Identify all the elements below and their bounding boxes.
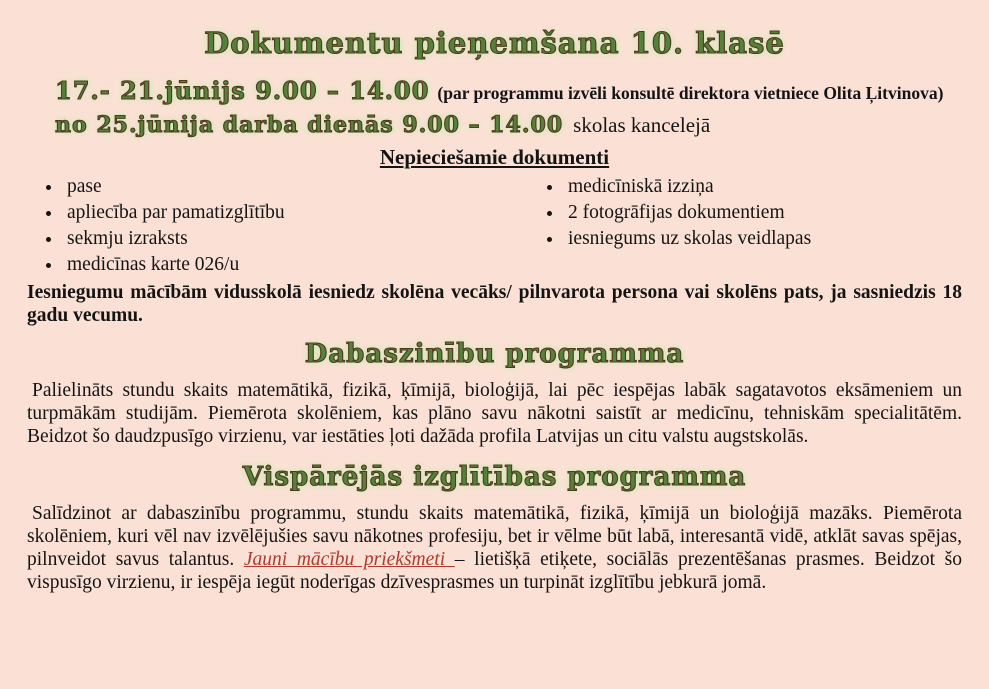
documents-heading: Nepieciešamie dokumenti (379, 145, 610, 169)
list-item: • sekmju izraksts (63, 226, 528, 252)
list-item: • 2 fotogrāfijas dokumentiem (564, 200, 962, 226)
documents-list-right (528, 174, 962, 252)
general-program-text-before: Salīdzinot ar dabaszinību programmu, stundu skaits matemātikā, fizikā, ķīmijā un bioloģijā mazāks. Piemērota skolēniem, kuri vēl nav izvēlējušies savu nākotnes profesiju, bet ir vēlme būt labā, interesantā vidē, atklāt savas spējas, pilnveidot savus talantus. (27, 503, 962, 570)
science-program-description: Palielināts stundu skaits matemātikā, fizikā, ķīmijā, bioloģijā, lai pēc iespējas labāk sagatavotos eksāmeniem un turpmākām studijām. Piemērota skolēniem, kas plāno savu nākotni saistīt ar medicīnu, tehniskām specialitātēm. Beidzot šo daudzpusīgo virzienu, var iestāties ļoti dažāda profila Latvijas un citu valstu augstskolās. (27, 380, 962, 447)
list-item: • iesniegums uz skolas veidlapas (564, 226, 962, 252)
general-program-heading: Vispārējās izglītības programma (242, 462, 747, 492)
documents-lists (27, 174, 962, 278)
list-item: • pase (63, 174, 528, 200)
schedule-consultation-note: (par programmu izvēli konsultē direktora vietniece Olita Ļitvinova) (437, 83, 944, 103)
schedule-dates-first-week: 17.- 21.jūnijs 9.00 – 14.00 (55, 76, 430, 105)
application-notice: Iesniegumu mācībām vidusskolā iesniedz skolēna vecāks/ pilnvarota persona vai skolēns pats, ja sasniedzis 18 gadu vecumu. (27, 282, 962, 326)
list-item: • medicīniskā izziņa (564, 174, 962, 200)
list-item: • medicīnas karte 026/u (63, 252, 528, 278)
schedule-dates-after: no 25.jūnija darba dienās 9.00 – 14.00 (55, 112, 564, 138)
new-subjects-highlight: Jauni mācību priekšmeti (243, 549, 455, 570)
general-program-description (27, 502, 962, 594)
schedule-line-2 (55, 112, 962, 138)
schedule-line-1 (55, 76, 962, 105)
list-item: • apliecība par pamatizglītību (63, 200, 528, 226)
documents-list-left (27, 174, 528, 278)
page-title: Dokumentu pieņemšana 10. klasē (204, 26, 785, 60)
science-program-heading: Dabaszinību programma (304, 339, 685, 369)
general-program-text-after: – lietišķā etiķete, sociālās prezentēšanas prasmes. Beidzot šo vispusīgo virzienu, ir iespēja iegūt noderīgas dzīvesprasmes un turpināt izglītību jebkurā jomā. (27, 549, 962, 593)
schedule-location-note: skolas kancelejā (573, 113, 711, 137)
